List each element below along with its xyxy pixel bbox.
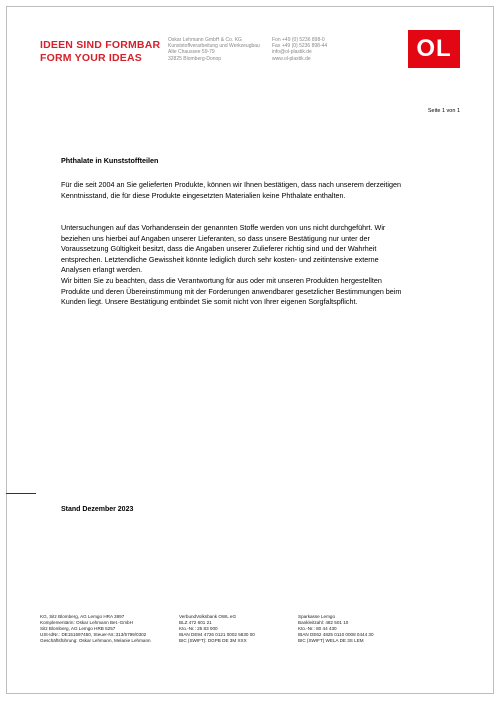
contact-line: Fon +49 (0) 5236 898-0 [272, 37, 325, 43]
text-line: Produkte und deren Übereinstimmung mit der Forderungen anwendbarer gesetzlicher Bestimmungen beim [61, 286, 402, 296]
footer-bank-1 [179, 614, 255, 644]
footer-line: Kto.-Nr.: 80 44 430 [298, 626, 337, 631]
letter-subject: Phthalate in Kunststoffteilen [61, 156, 159, 165]
footer-line: Sitz Blomberg, AG Lemgo HRB 5257 [40, 626, 116, 631]
footer-company-info [40, 614, 151, 644]
date-line: Stand Dezember 2023 [61, 506, 134, 513]
paragraph-2 [61, 223, 454, 276]
text-line: entsprechen. Letztendliche Gewissheit könnte lediglich durch sehr kosten- und zeitintensive externe [61, 254, 379, 264]
address-line: 32825 Blomberg-Donop [168, 55, 222, 62]
footer-line: BLZ 472 601 21 [179, 620, 212, 625]
footer-bank-2 [298, 614, 374, 644]
company-address [168, 37, 260, 62]
footer-line: Komplementärin: Oskar Lehmann Bet.-GmbH [40, 620, 133, 625]
footer-line: KG, Sitz Blomberg, AG Lemgo HRA 3897 [40, 614, 125, 619]
text-line: beziehen uns hierbei auf Angaben unserer Lieferanten, so dass unsere Bestätigung nur unter der [61, 233, 370, 243]
text-line: Analysen erlangt werden. [61, 265, 143, 275]
text-line: Voraussetzung Gültigkeit besitzt, dass die Angaben unserer Zulieferer richtig sind und der Wahrheit [61, 244, 377, 254]
document-page [6, 6, 494, 694]
text-line: Für die seit 2004 an Sie gelieferten Produkte, können wir Ihnen bestätigen, dass nach unserem derzeitigen [61, 180, 402, 189]
address-line: Alte Chaussee 59-79 [168, 49, 215, 56]
company-logo: OL [408, 30, 460, 68]
footer-line: Geschäftsführung: Oskar Lehmann, Melanie Lehmann [40, 638, 151, 643]
footer-line: IBAN DE94 4726 0121 0002 5830 00 [179, 632, 255, 637]
slogan-line-de: IDEEN SIND FORMBAR [40, 39, 161, 51]
paragraph-1 [61, 180, 454, 201]
page-number: Seite 1 von 1 [427, 108, 460, 114]
footer-line: VerbundVolksbank OWL eG [179, 614, 237, 619]
footer-line: BIC (SWIFT): DGPB DE 3M XXX [179, 638, 247, 643]
address-line: Oskar Lehmann GmbH & Co. KG [168, 37, 242, 43]
contact-line: www.ol-plastik.de [272, 55, 311, 62]
footer-line: USt-IdNr.: DE151697450, Steuer-Nr.:313/5799/0302 [40, 632, 147, 637]
contact-line: info@ol-plastik.de [272, 49, 312, 56]
company-contact [272, 37, 327, 62]
company-slogan [40, 39, 160, 64]
paragraph-3 [61, 276, 454, 308]
text-line: Untersuchungen auf das Vorhandensein der genannten Stoffe werden von uns nicht durchgeführt. Wir [61, 223, 386, 232]
text-line: Kunden liegt. Unsere Bestätigung entbindet Sie somit nicht von Ihrer eigenen Sorgfaltspflicht. [61, 297, 358, 307]
footer-line: Sparkasse Lemgo [298, 614, 336, 619]
footer-line: Bankleitzahl: 482 501 10 [298, 620, 349, 625]
contact-line: Fax +49 (0) 5236 898-44 [272, 43, 328, 50]
footer-line: BIC (SWIFT) WELA DE 3S LEM [298, 638, 364, 643]
text-line: Kenntnisstand, die für diese Produkte eingesetzten Materialien keine Phthalate enthalten. [61, 190, 346, 200]
footer-line: Kto.-Nr.: 25 83 000 [179, 626, 218, 631]
footer-line: IBAN DE62 4825 0110 0008 0444 30 [298, 632, 374, 637]
text-line: Wir bitten Sie zu beachten, dass die Verantwortung für aus oder mit unseren Produkten hergestellten [61, 276, 382, 285]
fold-mark [6, 493, 36, 494]
address-line: Kunststoffverarbeitung und Werkzeugbau [168, 43, 260, 50]
slogan-line-en: FORM YOUR IDEAS [40, 51, 142, 64]
